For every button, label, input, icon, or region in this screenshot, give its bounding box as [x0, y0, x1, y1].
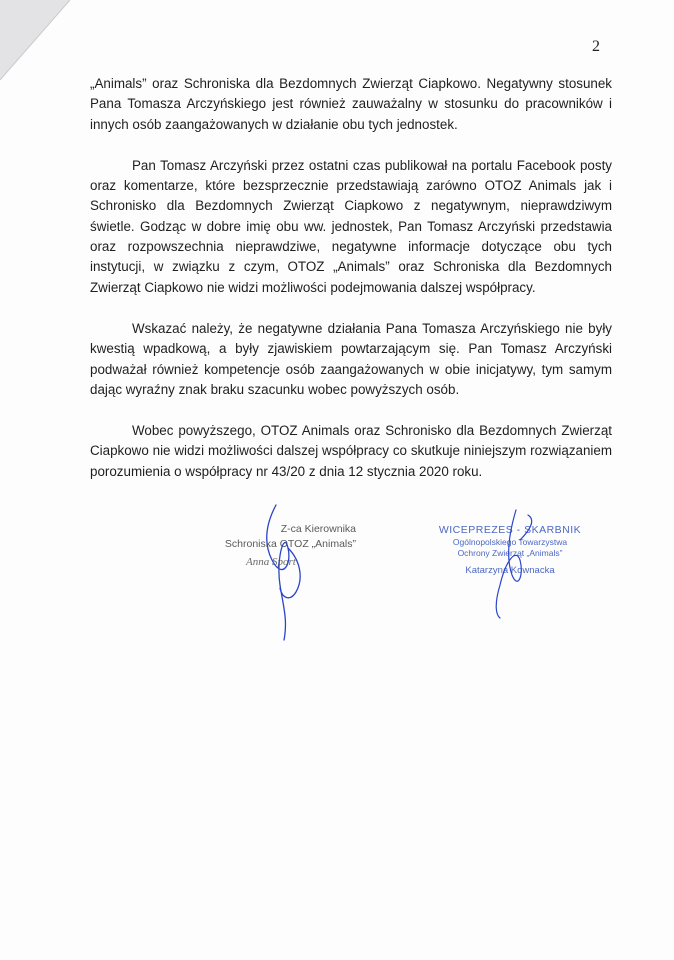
signatory-role: Z-ca Kierownika — [280, 523, 356, 535]
paragraph-1: „Animals” oraz Schroniska dla Bezdomnych Zwierząt Ciapkowo. Negatywny stosunek Pana Tomasza Arczyńskiego jest również zauważalny w stosunku do pracowników i innych osób zaangażowanych w działanie obu tych jednostek. — [90, 76, 612, 132]
page-corner-fold — [0, 0, 70, 80]
paragraph-2: Pan Tomasz Arczyński przez ostatni czas publikował na portalu Facebook posty oraz komentarze, które bezsprzecznie przedstawiają zarówno OTOZ Animals jak i Schronisko dla Bezdomnych Zwierząt Ciapkowo z negatywnym, nieprawdziwym świetle. Godząc w dobre imię obu ww. jednostek, Pan Tomasz Arczyński przedstawia oraz rozpowszechnia nieprawdziwe, negatywne informacje dotyczące obu tych instytucji, w związku z czym, OTOZ „Animals” oraz Schroniska dla Bezdomnych Zwierząt Ciapkowo nie widzi możliwości podejmowania dalszej współpracy. — [90, 157, 612, 295]
stamp-title: WICEPREZES - SKARBNIK — [438, 524, 582, 536]
signatory-name-stamp: Anna Sport — [246, 556, 296, 568]
left-signature-block — [206, 522, 356, 570]
letter-body — [90, 74, 612, 503]
page-number: 2 — [592, 38, 600, 55]
stamp-organization-line-1: Ogólnopolskiego Towarzystwa — [452, 537, 568, 547]
paragraph-3: Wskazać należy, że negatywne działania Pana Tomasza Arczyńskiego nie były kwestią wpadkową, a były zjawiskiem powtarzającym się. Pan Tomasz Arczyński podważał również kompetencje osób zaangażowanych w obie inicjatywy, tym samym dając wyraźny znak braku szacunku wobec powyższych osób. — [90, 320, 612, 397]
right-official-stamp — [430, 523, 590, 576]
stamp-organization-line-2: Ochrony Zwierząt „Animals” — [457, 548, 563, 558]
paragraph-4: Wobec powyższego, OTOZ Animals oraz Schronisko dla Bezdomnych Zwierząt Ciapkowo nie widzi możliwości dalszej współpracy co skutkuje niniejszym rozwiązaniem porozumienia o współpracy nr 43/20 z dnia 12 stycznia 2020 roku. — [90, 423, 612, 479]
stamp-name: Katarzyna Kownacka — [465, 565, 555, 576]
signatory-organization: Schroniska OTOZ „Animals” — [224, 538, 356, 550]
